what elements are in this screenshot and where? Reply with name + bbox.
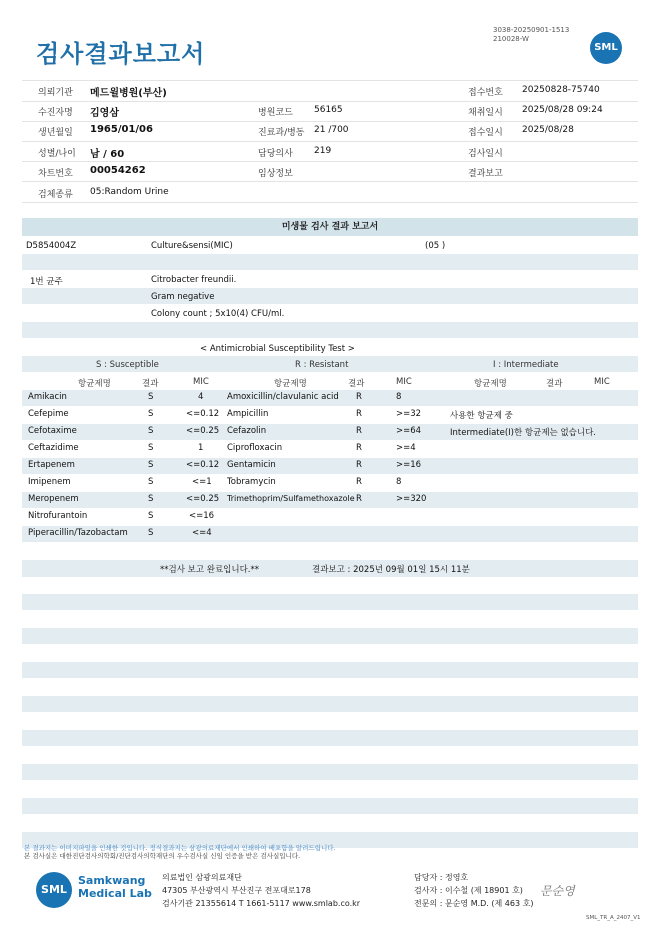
test-name: Culture&sensi(MIC) (151, 241, 233, 251)
document-id-line1: 3038-20250901-1513 (493, 26, 570, 34)
sml-logo: SML (590, 32, 622, 64)
drug-result: S (148, 443, 154, 453)
drug-result: S (148, 477, 154, 487)
org-address: 47305 부산광역시 부산진구 전포대로178 (162, 886, 311, 895)
examiner: 검사자 : 이수철 (제 18901 호) (414, 886, 523, 895)
notice-certification: 본 검사실은 대한진단검사의학회/진단검사의학재단의 우수검사실 신임 인증을 받은 검사실입니다. (24, 852, 301, 860)
stripe (22, 662, 638, 678)
chart-value: 00054262 (90, 165, 146, 176)
drug-mic: >=16 (396, 460, 422, 470)
organism: Citrobacter freundii. (151, 275, 237, 285)
gram-stain: Gram negative (151, 292, 215, 302)
divider (22, 101, 638, 102)
drug-name: Ertapenem (28, 460, 75, 470)
drug-result: R (356, 426, 362, 436)
stripe (22, 628, 638, 644)
specimen-value: 05:Random Urine (90, 187, 169, 197)
final-report-time: 결과보고 : 2025년 09월 01일 15시 11분 (312, 565, 470, 575)
section-header (22, 218, 638, 236)
drug-mic: <=16 (189, 511, 215, 521)
stripe (22, 594, 638, 610)
drug-result: S (148, 494, 154, 504)
drug-name: Ampicillin (227, 409, 269, 419)
report-label: 결과보고 (468, 169, 503, 179)
stripe (22, 288, 638, 304)
hospital-value: 메드윌병원(부산) (90, 88, 167, 99)
drug-mic: <=0.25 (186, 494, 220, 504)
divider (22, 161, 638, 162)
drug-result: R (356, 494, 362, 504)
stripe (22, 764, 638, 780)
drug-name: Trimethoprim/Sulfamethoxazole (227, 494, 355, 503)
specimen-label: 검체종류 (38, 190, 73, 200)
drug-name: Amoxicillin/clavulanic acid (227, 392, 339, 402)
drug-mic: 1 (198, 443, 204, 453)
document-id-line2: 210028-W (493, 35, 529, 43)
intermediate-note: Intermediate(I)한 항균제는 없습니다. (450, 428, 596, 438)
drug-mic: >=4 (396, 443, 416, 453)
dept-value: 21 /700 (314, 125, 349, 135)
header-drug: 항균제명 (78, 379, 111, 389)
header-mic: MIC (193, 377, 209, 387)
drug-mic: <=1 (192, 477, 212, 487)
sex-age-value: 남 / 60 (90, 149, 125, 160)
drug-result: S (148, 392, 154, 402)
drug-name: Cefepime (28, 409, 69, 419)
drug-result: R (356, 443, 362, 453)
stripe (22, 322, 638, 338)
stripe (22, 254, 638, 270)
completion-text: **검사 보고 완료입니다.** (160, 565, 260, 575)
header-result: 결과 (546, 379, 563, 389)
drug-result: R (356, 392, 362, 402)
ast-title: < Antimicrobial Susceptibility Test > (200, 344, 355, 354)
header-result: 결과 (142, 379, 159, 389)
drug-name: Nitrofurantoin (28, 511, 88, 521)
drug-name: Cefazolin (227, 426, 267, 436)
colony-count: Colony count ; 5x10(4) CFU/ml. (151, 309, 285, 319)
drug-name: Gentamicin (227, 460, 276, 470)
drug-mic: >=32 (396, 409, 422, 419)
patient-label: 수진자명 (38, 108, 73, 118)
drug-result: R (356, 460, 362, 470)
stripe (22, 730, 638, 746)
header-mic: MIC (396, 377, 412, 387)
stripe (22, 798, 638, 814)
drug-result: S (148, 528, 154, 538)
org-contact: 검사기관 21355614 T 1661-5117 www.smlab.co.kr (162, 899, 361, 908)
org-name: 의료법인 삼광의료재단 (162, 873, 242, 882)
header-mic: MIC (594, 377, 610, 387)
receipt-date-label: 접수일시 (468, 128, 503, 138)
test-code-suffix: (05 ) (425, 241, 446, 251)
drug-mic: >=320 (396, 494, 427, 504)
header-result: 결과 (348, 379, 365, 389)
drug-mic: <=4 (192, 528, 212, 538)
col-susceptible: S : Susceptible (96, 360, 159, 370)
drug-result: S (148, 409, 154, 419)
section-title: 미생물 검사 결과 보고서 (281, 222, 379, 232)
form-code: SML_TR_A_2407_V1 (586, 915, 641, 921)
test-date-label: 검사일시 (468, 149, 503, 159)
dob-value: 1965/01/06 (90, 124, 153, 135)
drug-mic: >=64 (396, 426, 422, 436)
receipt-no-value: 20250828-75740 (522, 85, 600, 95)
stripe (22, 458, 638, 474)
header-drug: 항균제명 (274, 379, 307, 389)
test-code: D5854004Z (26, 241, 77, 251)
receipt-date-value: 2025/08/28 (522, 125, 574, 135)
drug-mic: 8 (396, 392, 402, 402)
drug-result: R (356, 477, 362, 487)
drug-name: Imipenem (28, 477, 71, 487)
page-title: 검사결과보고서 (36, 40, 206, 68)
drug-name: Cefotaxime (28, 426, 77, 436)
document-id (493, 26, 569, 44)
receipt-no-label: 접수번호 (468, 88, 503, 98)
drug-name: Piperacillin/Tazobactam (28, 528, 128, 538)
dob-label: 생년월일 (38, 128, 73, 138)
divider (22, 181, 638, 182)
divider (22, 202, 638, 203)
drug-name: Tobramycin (227, 477, 276, 487)
drug-mic: <=0.12 (186, 460, 220, 470)
drug-name: Amikacin (28, 392, 67, 402)
patient-value: 김영삼 (90, 108, 119, 119)
dept-label: 진료과/병동 (258, 128, 305, 138)
sex-age-label: 성별/나이 (38, 149, 76, 159)
staff-info (414, 871, 533, 910)
drug-result: R (356, 409, 362, 419)
drug-result: S (148, 460, 154, 470)
drug-name: Meropenem (28, 494, 79, 504)
drug-name: Ceftazidime (28, 443, 79, 453)
col-intermediate: I : Intermediate (493, 360, 559, 370)
stripe (22, 696, 638, 712)
divider (22, 80, 638, 81)
specialist: 전문의 : 문순영 M.D. (제 463 호) (414, 899, 534, 908)
sml-footer-logo: SML (36, 872, 72, 908)
clinical-label: 임상정보 (258, 169, 293, 179)
collect-label: 채취일시 (468, 108, 503, 118)
intermediate-note: 사용한 항균제 중 (450, 411, 513, 421)
header-drug: 항균제명 (474, 379, 507, 389)
drug-name: Ciprofloxacin (227, 443, 283, 453)
completion-row (22, 560, 638, 577)
collect-value: 2025/08/28 09:24 (522, 105, 603, 115)
drug-result: S (148, 511, 154, 521)
drug-mic: <=0.12 (186, 409, 220, 419)
strain-label: 1번 균주 (30, 277, 63, 287)
brand-line1: Samkwang (78, 874, 146, 887)
doctor-label: 담당의사 (258, 149, 293, 159)
doctor-value: 219 (314, 146, 332, 156)
brand-name (78, 874, 152, 900)
drug-mic: <=0.25 (186, 426, 220, 436)
hospital-label: 의뢰기관 (38, 88, 73, 98)
hosp-code-value: 56165 (314, 105, 343, 115)
org-info (162, 871, 360, 910)
signature: 문순영 (540, 884, 575, 898)
hosp-code-label: 병원코드 (258, 108, 293, 118)
divider (22, 141, 638, 142)
notice-image-print: 본 결과지는 이미지파일을 인쇄한 것입니다. 정식결과지는 삼광의료재단에서 인쇄하여 배포함을 알려드립니다. (24, 844, 336, 852)
drug-result: S (148, 426, 154, 436)
divider (22, 121, 638, 122)
manager: 담당자 : 정영호 (414, 873, 469, 882)
drug-mic: 4 (198, 392, 204, 402)
col-resistant: R : Resistant (295, 360, 349, 370)
chart-label: 차트번호 (38, 169, 73, 179)
drug-mic: 8 (396, 477, 402, 487)
brand-line2: Medical Lab (78, 887, 152, 900)
